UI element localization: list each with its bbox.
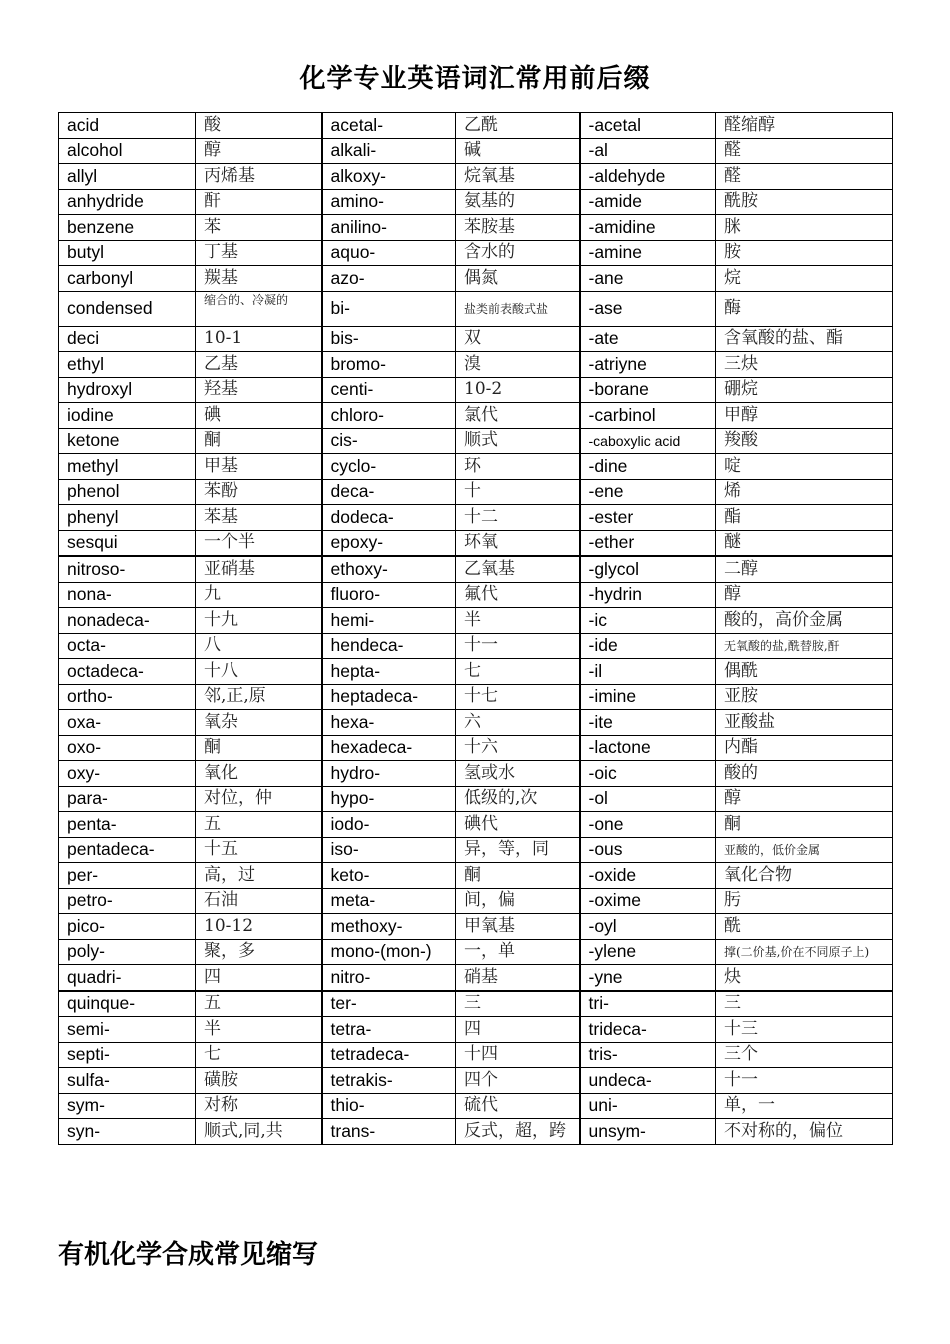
meaning-cell: 乙氧基 bbox=[456, 556, 580, 582]
meaning-cell: 亚硝基 bbox=[196, 556, 322, 582]
term-cell: epoxy- bbox=[322, 530, 456, 556]
term-cell: hexa- bbox=[322, 710, 456, 736]
term-cell: amino- bbox=[322, 189, 456, 215]
term-cell: -ene bbox=[580, 479, 716, 505]
meaning-cell: 醇 bbox=[716, 786, 893, 812]
term-cell: ethoxy- bbox=[322, 556, 456, 582]
meaning-cell: 羰基 bbox=[196, 266, 322, 292]
table-row bbox=[59, 863, 893, 889]
table-row bbox=[59, 991, 893, 1017]
meaning-cell: 三炔 bbox=[716, 352, 893, 378]
meaning-cell: 羟基 bbox=[196, 377, 322, 403]
term-cell: tris- bbox=[580, 1042, 716, 1068]
term-cell: keto- bbox=[322, 863, 456, 889]
table-row bbox=[59, 888, 893, 914]
meaning-cell: 聚，多 bbox=[196, 939, 322, 965]
meaning-cell: 氧杂 bbox=[196, 710, 322, 736]
table-row bbox=[59, 215, 893, 241]
meaning-cell: 内酯 bbox=[716, 735, 893, 761]
term-cell: petro- bbox=[59, 888, 196, 914]
table-row bbox=[59, 1068, 893, 1094]
table-row bbox=[59, 266, 893, 292]
meaning-cell: 四个 bbox=[456, 1068, 580, 1094]
meaning-cell: 五 bbox=[196, 991, 322, 1017]
term-cell: oxy- bbox=[59, 761, 196, 787]
table-row bbox=[59, 659, 893, 685]
term-cell: nitroso- bbox=[59, 556, 196, 582]
term-cell: mono-(mon-) bbox=[322, 939, 456, 965]
term-cell: phenol bbox=[59, 479, 196, 505]
table-row bbox=[59, 1042, 893, 1068]
meaning-cell: 氨基的 bbox=[456, 189, 580, 215]
term-cell: condensed bbox=[59, 291, 196, 326]
term-cell: quadri- bbox=[59, 965, 196, 991]
term-cell: -ide bbox=[580, 633, 716, 659]
term-cell: sym- bbox=[59, 1093, 196, 1119]
term-cell: pentadeca- bbox=[59, 837, 196, 863]
term-cell: nonadeca- bbox=[59, 608, 196, 634]
meaning-cell: 七 bbox=[456, 659, 580, 685]
term-cell: poly- bbox=[59, 939, 196, 965]
meaning-cell: 异，等，同 bbox=[456, 837, 580, 863]
meaning-cell: 氧化 bbox=[196, 761, 322, 787]
term-cell: -ase bbox=[580, 291, 716, 326]
term-cell: -amidine bbox=[580, 215, 716, 241]
meaning-cell: 四 bbox=[456, 1017, 580, 1043]
meaning-cell: 三 bbox=[456, 991, 580, 1017]
term-cell: azo- bbox=[322, 266, 456, 292]
term-cell: chloro- bbox=[322, 403, 456, 429]
table-row bbox=[59, 735, 893, 761]
table-row bbox=[59, 608, 893, 634]
term-cell: unsym- bbox=[580, 1119, 716, 1145]
term-cell: thio- bbox=[322, 1093, 456, 1119]
term-cell: -imine bbox=[580, 684, 716, 710]
term-cell: tetra- bbox=[322, 1017, 456, 1043]
meaning-cell: 半 bbox=[456, 608, 580, 634]
term-cell: methoxy- bbox=[322, 914, 456, 940]
term-cell: acid bbox=[59, 113, 196, 139]
table-row bbox=[59, 138, 893, 164]
meaning-cell: 苯基 bbox=[196, 505, 322, 531]
meaning-cell: 十五 bbox=[196, 837, 322, 863]
meaning-cell: 五 bbox=[196, 812, 322, 838]
term-cell: -al bbox=[580, 138, 716, 164]
meaning-cell: 胺 bbox=[716, 240, 893, 266]
term-cell: hemi- bbox=[322, 608, 456, 634]
meaning-cell: 含氧酸的盐、酯 bbox=[716, 326, 893, 352]
meaning-cell: 酶 bbox=[716, 291, 893, 326]
table-row bbox=[59, 454, 893, 480]
meaning-cell: 酐 bbox=[196, 189, 322, 215]
term-cell: deci bbox=[59, 326, 196, 352]
term-cell: deca- bbox=[322, 479, 456, 505]
meaning-cell: 氧化合物 bbox=[716, 863, 893, 889]
term-cell: hepta- bbox=[322, 659, 456, 685]
term-cell: sesqui bbox=[59, 530, 196, 556]
meaning-cell: 十八 bbox=[196, 659, 322, 685]
term-cell: -oxide bbox=[580, 863, 716, 889]
meaning-cell: 苯酚 bbox=[196, 479, 322, 505]
meaning-cell: 十一 bbox=[456, 633, 580, 659]
term-cell: quinque- bbox=[59, 991, 196, 1017]
term-cell: trans- bbox=[322, 1119, 456, 1145]
term-cell: fluoro- bbox=[322, 582, 456, 608]
table-row bbox=[59, 812, 893, 838]
term-cell: -amide bbox=[580, 189, 716, 215]
term-cell: meta- bbox=[322, 888, 456, 914]
term-cell: hypo- bbox=[322, 786, 456, 812]
term-cell: -yne bbox=[580, 965, 716, 991]
term-cell: octadeca- bbox=[59, 659, 196, 685]
term-cell: octa- bbox=[59, 633, 196, 659]
term-cell: tetrakis- bbox=[322, 1068, 456, 1094]
term-cell: ketone bbox=[59, 428, 196, 454]
term-cell: cis- bbox=[322, 428, 456, 454]
meaning-cell: 反式，超，跨 bbox=[456, 1119, 580, 1145]
meaning-cell: 醇 bbox=[196, 138, 322, 164]
meaning-cell: 烷 bbox=[716, 266, 893, 292]
meaning-cell: 四 bbox=[196, 965, 322, 991]
term-cell: anilino- bbox=[322, 215, 456, 241]
table-row bbox=[59, 530, 893, 556]
meaning-cell: 酸 bbox=[196, 113, 322, 139]
meaning-cell: 十四 bbox=[456, 1042, 580, 1068]
meaning-cell: 硼烷 bbox=[716, 377, 893, 403]
table-row bbox=[59, 377, 893, 403]
term-cell: -ite bbox=[580, 710, 716, 736]
meaning-cell: 十六 bbox=[456, 735, 580, 761]
term-cell: -ic bbox=[580, 608, 716, 634]
meaning-cell: 高，过 bbox=[196, 863, 322, 889]
term-cell: -acetal bbox=[580, 113, 716, 139]
term-cell: -one bbox=[580, 812, 716, 838]
table-row bbox=[59, 403, 893, 429]
meaning-cell: 乙基 bbox=[196, 352, 322, 378]
table-row bbox=[59, 291, 893, 326]
term-cell: methyl bbox=[59, 454, 196, 480]
term-cell: -ous bbox=[580, 837, 716, 863]
meaning-cell: 无氧酸的盐,酰替胺,酐 bbox=[716, 633, 893, 659]
term-cell: -oyl bbox=[580, 914, 716, 940]
meaning-cell: 肟 bbox=[716, 888, 893, 914]
term-cell: penta- bbox=[59, 812, 196, 838]
meaning-cell: 甲醇 bbox=[716, 403, 893, 429]
table-row bbox=[59, 684, 893, 710]
meaning-cell: 溴 bbox=[456, 352, 580, 378]
meaning-cell: 环 bbox=[456, 454, 580, 480]
term-cell: ortho- bbox=[59, 684, 196, 710]
meaning-cell: 邻,正,原 bbox=[196, 684, 322, 710]
term-cell: -carbinol bbox=[580, 403, 716, 429]
term-cell: phenyl bbox=[59, 505, 196, 531]
term-cell: undeca- bbox=[580, 1068, 716, 1094]
term-cell: -oic bbox=[580, 761, 716, 787]
meaning-cell: 盐类前表酸式盐 bbox=[456, 291, 580, 326]
meaning-cell: 六 bbox=[456, 710, 580, 736]
meaning-cell: 酮 bbox=[196, 428, 322, 454]
meaning-cell: 半 bbox=[196, 1017, 322, 1043]
term-cell: -glycol bbox=[580, 556, 716, 582]
term-cell: carbonyl bbox=[59, 266, 196, 292]
meaning-cell: 啶 bbox=[716, 454, 893, 480]
meaning-cell: 碘 bbox=[196, 403, 322, 429]
table-row bbox=[59, 240, 893, 266]
table-row bbox=[59, 1017, 893, 1043]
term-cell: septi- bbox=[59, 1042, 196, 1068]
term-cell: cyclo- bbox=[322, 454, 456, 480]
meaning-cell: 乙酰 bbox=[456, 113, 580, 139]
term-cell: bi- bbox=[322, 291, 456, 326]
table-row bbox=[59, 914, 893, 940]
table-row bbox=[59, 761, 893, 787]
term-cell: bis- bbox=[322, 326, 456, 352]
page-title: 化学专业英语词汇常用前后缀 bbox=[299, 64, 651, 94]
term-cell: syn- bbox=[59, 1119, 196, 1145]
table-row bbox=[59, 710, 893, 736]
term-cell: -caboxylic acid bbox=[580, 428, 716, 454]
meaning-cell: 酰胺 bbox=[716, 189, 893, 215]
term-cell: uni- bbox=[580, 1093, 716, 1119]
meaning-cell: 醛 bbox=[716, 138, 893, 164]
term-cell: -hydrin bbox=[580, 582, 716, 608]
meaning-cell: 九 bbox=[196, 582, 322, 608]
term-cell: bromo- bbox=[322, 352, 456, 378]
term-cell: butyl bbox=[59, 240, 196, 266]
meaning-cell: 氢或水 bbox=[456, 761, 580, 787]
meaning-cell: 环氧 bbox=[456, 530, 580, 556]
meaning-cell: 苯胺基 bbox=[456, 215, 580, 241]
term-cell: -il bbox=[580, 659, 716, 685]
term-cell: -lactone bbox=[580, 735, 716, 761]
meaning-cell: 烷氧基 bbox=[456, 164, 580, 190]
term-cell: benzene bbox=[59, 215, 196, 241]
term-cell: per- bbox=[59, 863, 196, 889]
meaning-cell: 硝基 bbox=[456, 965, 580, 991]
meaning-cell: 十二 bbox=[456, 505, 580, 531]
meaning-cell: 酮 bbox=[456, 863, 580, 889]
meaning-cell: 十一 bbox=[716, 1068, 893, 1094]
term-cell: heptadeca- bbox=[322, 684, 456, 710]
term-cell: allyl bbox=[59, 164, 196, 190]
meaning-cell: 不对称的，偏位 bbox=[716, 1119, 893, 1145]
meaning-cell: 缩合的、冷凝的 bbox=[196, 291, 322, 326]
meaning-cell: 偶氮 bbox=[456, 266, 580, 292]
meaning-cell: 低级的,次 bbox=[456, 786, 580, 812]
meaning-cell: 一个半 bbox=[196, 530, 322, 556]
meaning-cell: 醇 bbox=[716, 582, 893, 608]
meaning-cell: 10-12 bbox=[196, 914, 322, 940]
table-row bbox=[59, 786, 893, 812]
term-cell: oxa- bbox=[59, 710, 196, 736]
table-row bbox=[59, 113, 893, 139]
meaning-cell: 苯 bbox=[196, 215, 322, 241]
term-cell: nona- bbox=[59, 582, 196, 608]
term-cell: semi- bbox=[59, 1017, 196, 1043]
table-row bbox=[59, 1093, 893, 1119]
table-row bbox=[59, 352, 893, 378]
term-cell: hydroxyl bbox=[59, 377, 196, 403]
meaning-cell: 十七 bbox=[456, 684, 580, 710]
meaning-cell: 酸的 bbox=[716, 761, 893, 787]
table-row bbox=[59, 164, 893, 190]
table-row bbox=[59, 965, 893, 991]
term-cell: tetradeca- bbox=[322, 1042, 456, 1068]
meaning-cell: 撑(二价基,价在不同原子上) bbox=[716, 939, 893, 965]
term-cell: sulfa- bbox=[59, 1068, 196, 1094]
term-cell: alkali- bbox=[322, 138, 456, 164]
table-row bbox=[59, 189, 893, 215]
meaning-cell: 二醇 bbox=[716, 556, 893, 582]
meaning-cell: 十三 bbox=[716, 1017, 893, 1043]
term-cell: anhydride bbox=[59, 189, 196, 215]
table-row bbox=[59, 633, 893, 659]
meaning-cell: 八 bbox=[196, 633, 322, 659]
term-cell: -ane bbox=[580, 266, 716, 292]
meaning-cell: 顺式,同,共 bbox=[196, 1119, 322, 1145]
meaning-cell: 甲氧基 bbox=[456, 914, 580, 940]
term-cell: dodeca- bbox=[322, 505, 456, 531]
term-cell: -ate bbox=[580, 326, 716, 352]
table-row bbox=[59, 1119, 893, 1145]
meaning-cell: 酸的，高价金属 bbox=[716, 608, 893, 634]
meaning-cell: 10-2 bbox=[456, 377, 580, 403]
meaning-cell: 石油 bbox=[196, 888, 322, 914]
table-row bbox=[59, 837, 893, 863]
term-cell: -aldehyde bbox=[580, 164, 716, 190]
term-cell: oxo- bbox=[59, 735, 196, 761]
term-cell: -amine bbox=[580, 240, 716, 266]
term-cell: -oxime bbox=[580, 888, 716, 914]
term-cell: tri- bbox=[580, 991, 716, 1017]
term-cell: pico- bbox=[59, 914, 196, 940]
term-cell: alcohol bbox=[59, 138, 196, 164]
term-cell: iodo- bbox=[322, 812, 456, 838]
meaning-cell: 丙烯基 bbox=[196, 164, 322, 190]
term-cell: -ether bbox=[580, 530, 716, 556]
meaning-cell: 烯 bbox=[716, 479, 893, 505]
meaning-cell: 氯代 bbox=[456, 403, 580, 429]
term-cell: nitro- bbox=[322, 965, 456, 991]
table-row bbox=[59, 505, 893, 531]
meaning-cell: 顺式 bbox=[456, 428, 580, 454]
meaning-cell: 醚 bbox=[716, 530, 893, 556]
meaning-cell: 磺胺 bbox=[196, 1068, 322, 1094]
meaning-cell: 炔 bbox=[716, 965, 893, 991]
meaning-cell: 三个 bbox=[716, 1042, 893, 1068]
term-cell: iso- bbox=[322, 837, 456, 863]
meaning-cell: 对称 bbox=[196, 1093, 322, 1119]
meaning-cell: 亚酸的，低价金属 bbox=[716, 837, 893, 863]
meaning-cell: 碱 bbox=[456, 138, 580, 164]
table-row bbox=[59, 428, 893, 454]
meaning-cell: 亚酸盐 bbox=[716, 710, 893, 736]
meaning-cell: 含水的 bbox=[456, 240, 580, 266]
meaning-cell: 酮 bbox=[196, 735, 322, 761]
meaning-cell: 醛缩醇 bbox=[716, 113, 893, 139]
meaning-cell: 氟代 bbox=[456, 582, 580, 608]
term-cell: hydro- bbox=[322, 761, 456, 787]
table-row bbox=[59, 479, 893, 505]
meaning-cell: 醛 bbox=[716, 164, 893, 190]
meaning-cell: 脒 bbox=[716, 215, 893, 241]
term-cell: -ester bbox=[580, 505, 716, 531]
term-cell: -atriyne bbox=[580, 352, 716, 378]
meaning-cell: 双 bbox=[456, 326, 580, 352]
meaning-cell: 丁基 bbox=[196, 240, 322, 266]
meaning-cell: 七 bbox=[196, 1042, 322, 1068]
term-cell: acetal- bbox=[322, 113, 456, 139]
meaning-cell: 甲基 bbox=[196, 454, 322, 480]
term-cell: hexadeca- bbox=[322, 735, 456, 761]
meaning-cell: 偶酰 bbox=[716, 659, 893, 685]
term-cell: -ol bbox=[580, 786, 716, 812]
meaning-cell: 酰 bbox=[716, 914, 893, 940]
meaning-cell: 间，偏 bbox=[456, 888, 580, 914]
meaning-cell: 对位，仲 bbox=[196, 786, 322, 812]
term-cell: -ylene bbox=[580, 939, 716, 965]
term-cell: alkoxy- bbox=[322, 164, 456, 190]
term-cell: trideca- bbox=[580, 1017, 716, 1043]
meaning-cell: 碘代 bbox=[456, 812, 580, 838]
term-cell: ethyl bbox=[59, 352, 196, 378]
table-row bbox=[59, 582, 893, 608]
meaning-cell: 羧酸 bbox=[716, 428, 893, 454]
meaning-cell: 酮 bbox=[716, 812, 893, 838]
meaning-cell: 十 bbox=[456, 479, 580, 505]
table-row bbox=[59, 939, 893, 965]
meaning-cell: 10-1 bbox=[196, 326, 322, 352]
term-cell: aquo- bbox=[322, 240, 456, 266]
prefix-suffix-table bbox=[58, 112, 893, 1145]
term-cell: para- bbox=[59, 786, 196, 812]
table-row bbox=[59, 556, 893, 582]
meaning-cell: 一，单 bbox=[456, 939, 580, 965]
term-cell: -dine bbox=[580, 454, 716, 480]
section-heading: 有机化学合成常见缩写 bbox=[58, 1240, 319, 1270]
table-body bbox=[59, 113, 893, 1145]
term-cell: iodine bbox=[59, 403, 196, 429]
meaning-cell: 三 bbox=[716, 991, 893, 1017]
meaning-cell: 单，一 bbox=[716, 1093, 893, 1119]
meaning-cell: 酯 bbox=[716, 505, 893, 531]
meaning-cell: 亚胺 bbox=[716, 684, 893, 710]
meaning-cell: 硫代 bbox=[456, 1093, 580, 1119]
term-cell: -borane bbox=[580, 377, 716, 403]
meaning-cell: 十九 bbox=[196, 608, 322, 634]
term-cell: centi- bbox=[322, 377, 456, 403]
table-row bbox=[59, 326, 893, 352]
term-cell: ter- bbox=[322, 991, 456, 1017]
term-cell: hendeca- bbox=[322, 633, 456, 659]
